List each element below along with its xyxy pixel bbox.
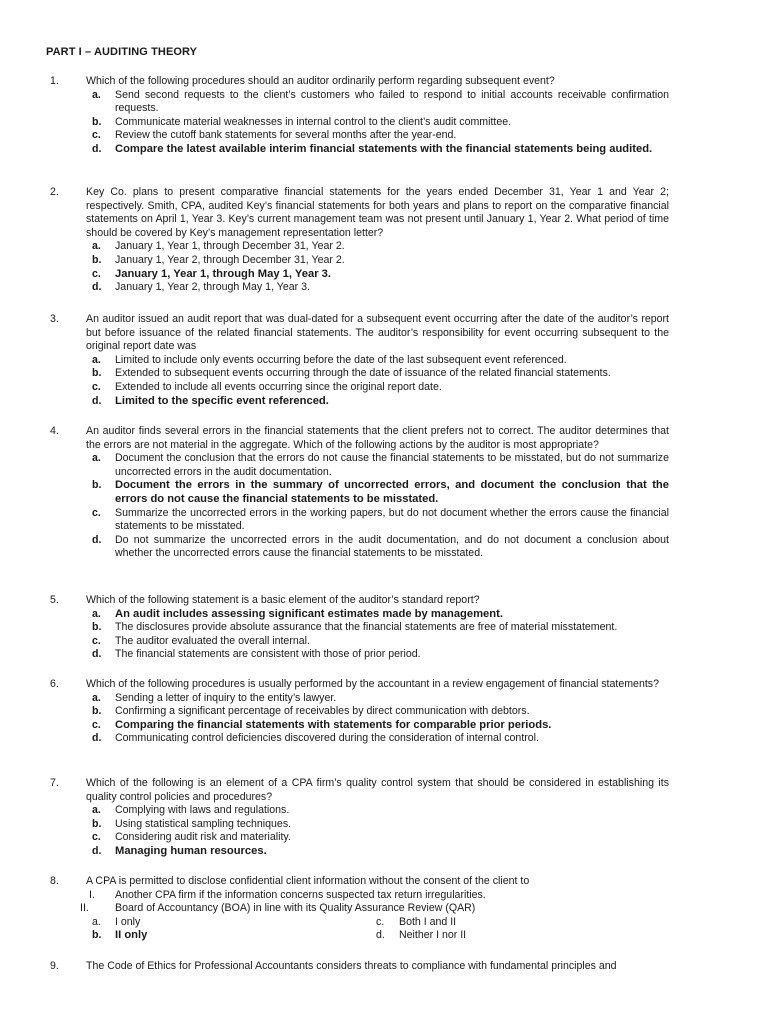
choice-letter: a. <box>92 353 101 366</box>
question-text: Which of the following is an element of a CPA firm’s quality control system that should be considered in establishing its quality control policies and procedures? <box>86 777 669 803</box>
choice-d <box>92 732 669 746</box>
choice-text: Document the errors in the summary of uncorrected errors, and document the conclusion that the errors do not cause the financial statements to be misstated. <box>115 479 669 505</box>
choice-c <box>92 831 669 845</box>
choice-letter: c. <box>92 506 101 519</box>
choice-letter: d. <box>376 929 385 942</box>
choice-text: Send second requests to the client’s customers who failed to respond to initial accounts receivable confirmation requests. <box>115 88 669 115</box>
roman-text: Another CPA firm if the information concerns suspected tax return irregularities. <box>115 888 486 901</box>
choice-text: January 1, Year 1, through May 1, Year 3. <box>115 267 331 280</box>
choice-text: Considering audit risk and materiality. <box>115 831 291 844</box>
choice-c <box>92 381 669 395</box>
question-number: 1. <box>50 75 59 87</box>
choice-letter: d. <box>92 844 102 857</box>
question-text: Which of the following statement is a basic element of the auditor’s standard report? <box>86 594 480 606</box>
choice-letter: b. <box>92 253 102 266</box>
question-5 <box>0 594 768 662</box>
choice-text: Sending a letter of inquiry to the entity’s lawyer. <box>115 691 337 704</box>
choice-a <box>92 916 376 930</box>
choice-letter: c. <box>92 267 101 280</box>
choice-text: Review the cutoff bank statements for several months after the year-end. <box>115 129 457 142</box>
choice-b <box>92 818 669 832</box>
choice-b <box>92 116 669 130</box>
choice-b <box>92 705 669 719</box>
choice-text: Compare the latest available interim financial statements with the financial statements being audited. <box>115 142 653 155</box>
choice-text: Neither I nor II <box>399 929 467 942</box>
question-number: 7. <box>50 777 59 789</box>
choice-c-answer <box>92 268 669 282</box>
choice-text: Extended to include all events occurring since the original report date. <box>115 380 442 393</box>
question-2 <box>0 186 768 295</box>
choice-letter: d. <box>92 533 102 546</box>
choice-list <box>92 804 669 858</box>
question-number: 6. <box>50 678 59 690</box>
choice-letter: c. <box>92 831 101 844</box>
choice-a <box>92 354 669 368</box>
choice-letter: c. <box>92 380 101 393</box>
choice-letter: c. <box>92 718 101 731</box>
part-title: PART I – AUDITING THEORY <box>46 46 198 58</box>
choice-text: January 1, Year 2, through December 31, Year 2. <box>115 253 345 266</box>
choice-b-answer <box>92 479 669 506</box>
question-1 <box>0 75 768 157</box>
question-number: 8. <box>50 875 59 887</box>
choice-text: Comparing the financial statements with statements for comparable prior periods. <box>115 718 552 731</box>
choice-b <box>92 367 669 381</box>
choice-b <box>92 621 669 635</box>
choice-letter: a. <box>92 607 101 620</box>
choice-text: Using statistical sampling techniques. <box>115 817 292 830</box>
choice-text: Do not summarize the uncorrected errors in the audit documentation, and do not document a conclusion about whether the uncorrected errors cause the financial statements to be misstated. <box>115 533 669 560</box>
choice-letter: b. <box>92 367 102 380</box>
choice-list <box>92 240 669 294</box>
choice-list <box>92 692 669 746</box>
choice-letter: b. <box>92 479 102 492</box>
roman-item-1 <box>78 889 669 903</box>
choice-c <box>92 129 669 143</box>
choice-text: Document the conclusion that the errors do not cause the financial statements to be misstated, but do not summarize uncorrected errors in the audit documentation. <box>115 452 669 478</box>
question-3 <box>0 313 768 408</box>
question-number: 9. <box>50 960 59 972</box>
choice-letter: d. <box>92 281 102 294</box>
choice-text: January 1, Year 2, through May 1, Year 3. <box>115 281 310 294</box>
choice-list <box>92 608 669 662</box>
choice-d-answer <box>92 395 669 409</box>
choice-text: The auditor evaluated the overall internal. <box>115 634 310 647</box>
choice-c <box>376 916 669 930</box>
roman-item-2 <box>78 902 669 916</box>
choice-text: Extended to subsequent events occurring through the date of issuance of the related financial statements. <box>115 367 611 380</box>
roman-text: Board of Accountancy (BOA) in line with its Quality Assurance Review (QAR) <box>115 902 476 915</box>
question-number: 5. <box>50 594 59 606</box>
choice-a <box>92 89 669 116</box>
choice-text: The disclosures provide absolute assurance that the financial statements are free of material misstatement. <box>115 621 618 634</box>
choice-list <box>92 89 669 157</box>
question-text: Which of the following procedures is usually performed by the accountant in a review engagement of financial statements? <box>86 678 659 690</box>
choice-text: An audit includes assessing significant estimates made by management. <box>115 607 503 620</box>
roman-list <box>78 889 669 916</box>
question-text: Key Co. plans to present comparative financial statements for the years ended December 31, Year 1 and Year 2; respectively. Smith, CPA, audited Key’s financial statements for both years and plans to report on the comparative financial statements on April 1, Year 3. Key’s current management team was not present until January 1, Year 2. What period of time should be covered by Key’s management representation letter? <box>86 186 669 239</box>
choice-list <box>92 354 669 408</box>
choice-d <box>92 534 669 561</box>
choice-letter: a. <box>92 804 101 817</box>
choice-text: Communicate material weaknesses in internal control to the client’s audit committee. <box>115 115 512 128</box>
question-4 <box>0 425 768 561</box>
choice-a <box>92 240 669 254</box>
choice-a <box>92 452 669 479</box>
choice-letter: d. <box>92 732 102 745</box>
choice-text: Managing human resources. <box>115 844 267 857</box>
choice-letter: c. <box>92 129 101 142</box>
choice-letter: a. <box>92 691 101 704</box>
choice-a <box>92 692 669 706</box>
choice-text: Limited to include only events occurring before the date of the last subsequent event referenced. <box>115 353 567 366</box>
question-text: An auditor finds several errors in the financial statements that the client prefers not to correct. The auditor determines that the errors are not material in the aggregate. Which of the following actions by the auditor is most appropriate? <box>86 425 669 451</box>
roman-number: II. <box>80 902 89 915</box>
question-text: An auditor issued an audit report that was dual-dated for a subsequent event occurring after the date of the auditor’s report but before issuance of the related financial statements. The auditor’s responsibility for event occurring subsequent to the original report date was <box>86 313 669 353</box>
choice-letter: d. <box>92 142 102 155</box>
choice-text: Communicating control deficiencies discovered during the consideration of internal control. <box>115 732 539 745</box>
choice-text: I only <box>115 915 141 928</box>
roman-number: I. <box>89 888 95 901</box>
choice-letter: b. <box>92 929 102 942</box>
choice-letter: d. <box>92 394 102 407</box>
question-text: A CPA is permitted to disclose confidential client information without the consent of the client to <box>86 875 530 887</box>
choice-text: The financial statements are consistent with those of prior period. <box>115 648 421 661</box>
choice-letter: c. <box>376 915 385 928</box>
choice-b-answer <box>92 929 376 943</box>
choice-c <box>92 507 669 534</box>
choice-d-answer <box>92 845 669 859</box>
question-text: Which of the following procedures should an auditor ordinarily perform regarding subsequent event? <box>86 75 555 87</box>
choice-c-answer <box>92 719 669 733</box>
question-number: 3. <box>50 313 59 325</box>
choice-letter: b. <box>92 115 102 128</box>
choice-letter: b. <box>92 817 102 830</box>
choice-d <box>92 648 669 662</box>
choice-letter: b. <box>92 621 102 634</box>
choice-a-answer <box>92 608 669 622</box>
choice-c <box>92 635 669 649</box>
choice-letter: a. <box>92 240 101 253</box>
choice-d <box>92 281 669 295</box>
choice-letter: d. <box>92 648 102 661</box>
choice-grid <box>92 916 669 943</box>
choice-list <box>92 452 669 561</box>
choice-letter: a. <box>92 452 101 465</box>
choice-text: Confirming a significant percentage of receivables by direct communication with debtors. <box>115 705 530 718</box>
choice-letter: c. <box>92 634 101 647</box>
question-text: The Code of Ethics for Professional Accountants considers threats to compliance with fundamental principles and <box>86 960 617 972</box>
choice-text: II only <box>115 929 148 942</box>
choice-letter: a. <box>92 88 101 101</box>
choice-text: Summarize the uncorrected errors in the working papers, but do not document whether the errors cause the financial statements to be misstated. <box>115 506 669 533</box>
choice-text: Complying with laws and regulations. <box>115 804 290 817</box>
choice-a <box>92 804 669 818</box>
question-9 <box>0 960 768 974</box>
question-number: 2. <box>50 186 59 198</box>
choice-d <box>376 929 669 943</box>
choice-text: Limited to the specific event referenced. <box>115 394 329 407</box>
choice-text: January 1, Year 1, through December 31, Year 2. <box>115 240 345 253</box>
choice-letter: a. <box>92 915 101 928</box>
choice-letter: b. <box>92 705 102 718</box>
question-6 <box>0 678 768 746</box>
question-8 <box>0 875 768 943</box>
choice-d-answer <box>92 143 669 157</box>
choice-b <box>92 254 669 268</box>
question-number: 4. <box>50 425 59 437</box>
question-7 <box>0 777 768 859</box>
choice-text: Both I and II <box>399 915 457 928</box>
